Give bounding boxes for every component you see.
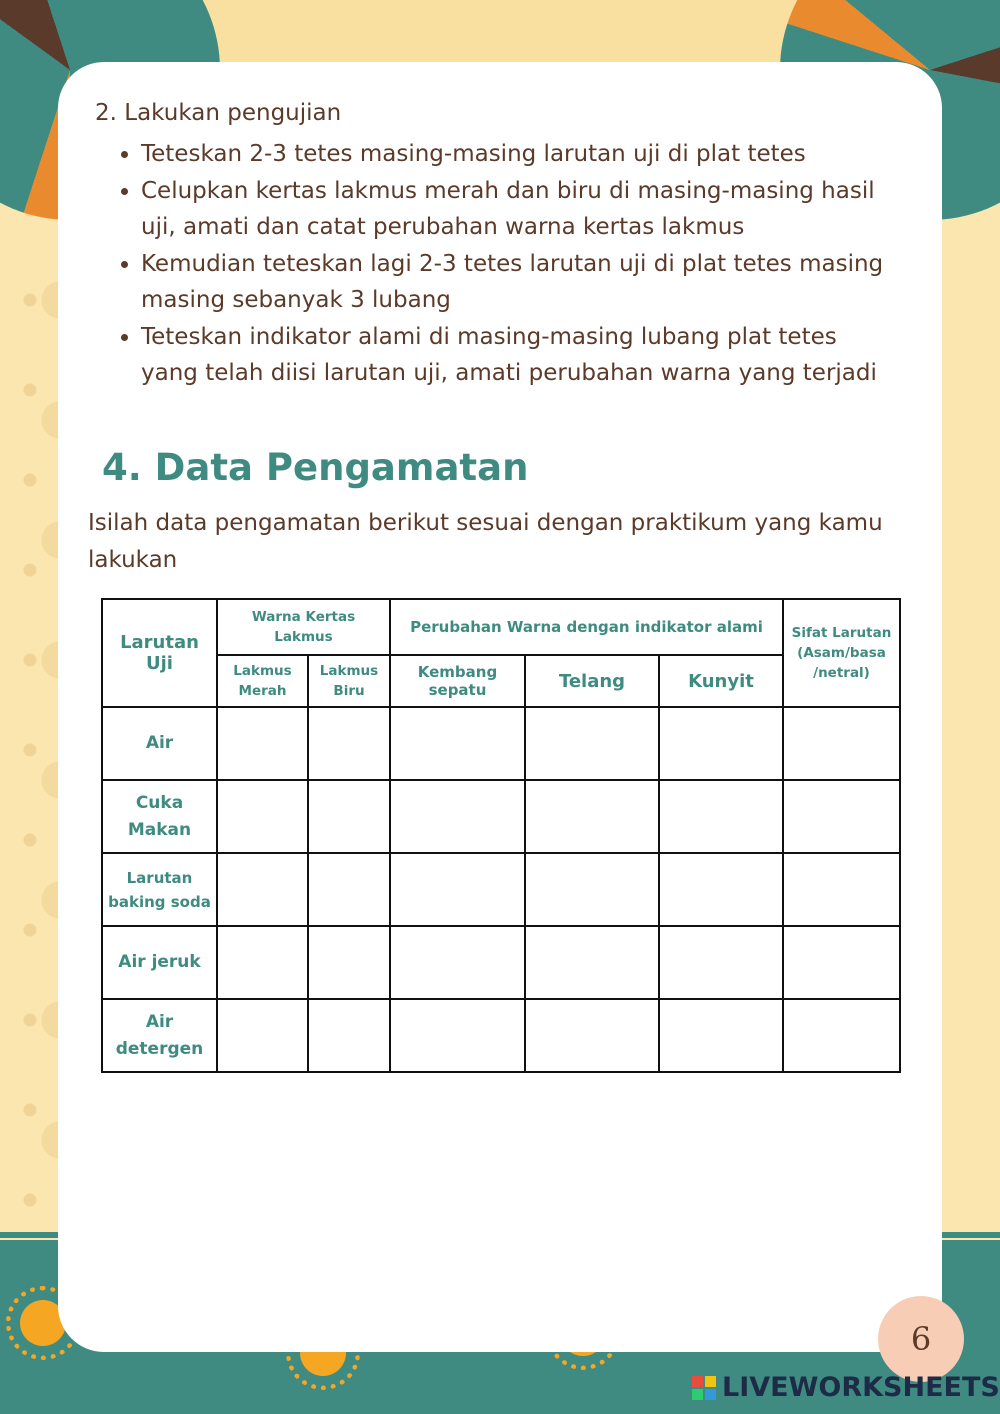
answer-input[interactable] — [391, 713, 528, 775]
header-larutan-uji: Larutan Uji — [102, 599, 217, 707]
answer-input[interactable] — [660, 859, 786, 921]
answer-input[interactable] — [218, 859, 311, 921]
section-title: 4. Data Pengamatan — [102, 446, 529, 489]
answer-input[interactable] — [391, 1005, 528, 1067]
answer-input[interactable] — [309, 859, 393, 921]
answer-input[interactable] — [526, 786, 662, 848]
table-row — [102, 926, 900, 999]
table-row — [102, 707, 900, 780]
table-row — [102, 853, 900, 926]
liveworksheets-brand[interactable] — [692, 1372, 1000, 1403]
section-intro: Isilah data pengamatan berikut sesuai dengan praktikum yang kamu lakukan — [88, 510, 883, 573]
procedure-steps — [95, 96, 895, 392]
brand-text: LIVEWORKSHEETS — [722, 1372, 1000, 1403]
answer-input[interactable] — [526, 932, 662, 994]
header-perubahan-warna: Perubahan Warna dengan indikator alami — [390, 599, 783, 655]
answer-input[interactable] — [218, 1005, 311, 1067]
answer-input[interactable] — [660, 1005, 786, 1067]
header-kunyit: Kunyit — [659, 655, 783, 707]
page-number-badge: 6 — [878, 1296, 964, 1382]
answer-input[interactable] — [526, 1005, 662, 1067]
step-item: • Teteskan indikator alami di masing-masing lubang plat tetes yang telah diisi larutan uji, amati perubahan warna yang terjadi — [141, 319, 895, 392]
answer-input[interactable] — [526, 713, 662, 775]
answer-input[interactable] — [526, 859, 662, 921]
answer-input[interactable] — [784, 786, 903, 848]
steps-heading: 2. Lakukan pengujian — [95, 100, 342, 126]
steps-list — [95, 136, 895, 392]
row-label: Air — [102, 707, 217, 780]
answer-input[interactable] — [784, 1005, 903, 1067]
answer-input[interactable] — [391, 859, 528, 921]
header-telang: Telang — [525, 655, 659, 707]
row-label: Air detergen — [102, 999, 217, 1072]
step-item: • Kemudian teteskan lagi 2-3 tetes larutan uji di plat tetes masing masing sebanyak 3 lubang — [141, 246, 895, 319]
answer-input[interactable] — [391, 932, 528, 994]
answer-input[interactable] — [660, 713, 786, 775]
observation-table — [101, 598, 901, 1073]
row-label: Cuka Makan — [102, 780, 217, 853]
row-label: Larutan baking soda — [102, 853, 217, 926]
answer-input[interactable] — [218, 932, 311, 994]
step-item: • Teteskan 2-3 tetes masing-masing larutan uji di plat tetes — [141, 136, 895, 173]
header-warna-kertas-lakmus: Warna Kertas Lakmus — [217, 599, 390, 655]
answer-input[interactable] — [218, 713, 311, 775]
answer-input[interactable] — [309, 932, 393, 994]
answer-input[interactable] — [309, 1005, 393, 1067]
table-row — [102, 780, 900, 853]
answer-input[interactable] — [218, 786, 311, 848]
liveworksheets-logo-icon — [692, 1376, 716, 1400]
header-kembang-sepatu: Kembang sepatu — [390, 655, 525, 707]
answer-input[interactable] — [784, 859, 903, 921]
step-item: • Celupkan kertas lakmus merah dan biru di masing-masing hasil uji, amati dan catat perubahan warna kertas lakmus — [141, 173, 895, 246]
table-row — [102, 999, 900, 1072]
answer-input[interactable] — [660, 932, 786, 994]
answer-input[interactable] — [784, 713, 903, 775]
answer-input[interactable] — [784, 932, 903, 994]
header-lakmus-merah: Lakmus Merah — [217, 655, 308, 707]
header-sifat-larutan: Sifat Larutan (Asam/basa /netral) — [783, 599, 900, 707]
answer-input[interactable] — [309, 713, 393, 775]
header-lakmus-biru: Lakmus Biru — [308, 655, 390, 707]
answer-input[interactable] — [309, 786, 393, 848]
answer-input[interactable] — [660, 786, 786, 848]
row-label: Air jeruk — [102, 926, 217, 999]
answer-input[interactable] — [391, 786, 528, 848]
